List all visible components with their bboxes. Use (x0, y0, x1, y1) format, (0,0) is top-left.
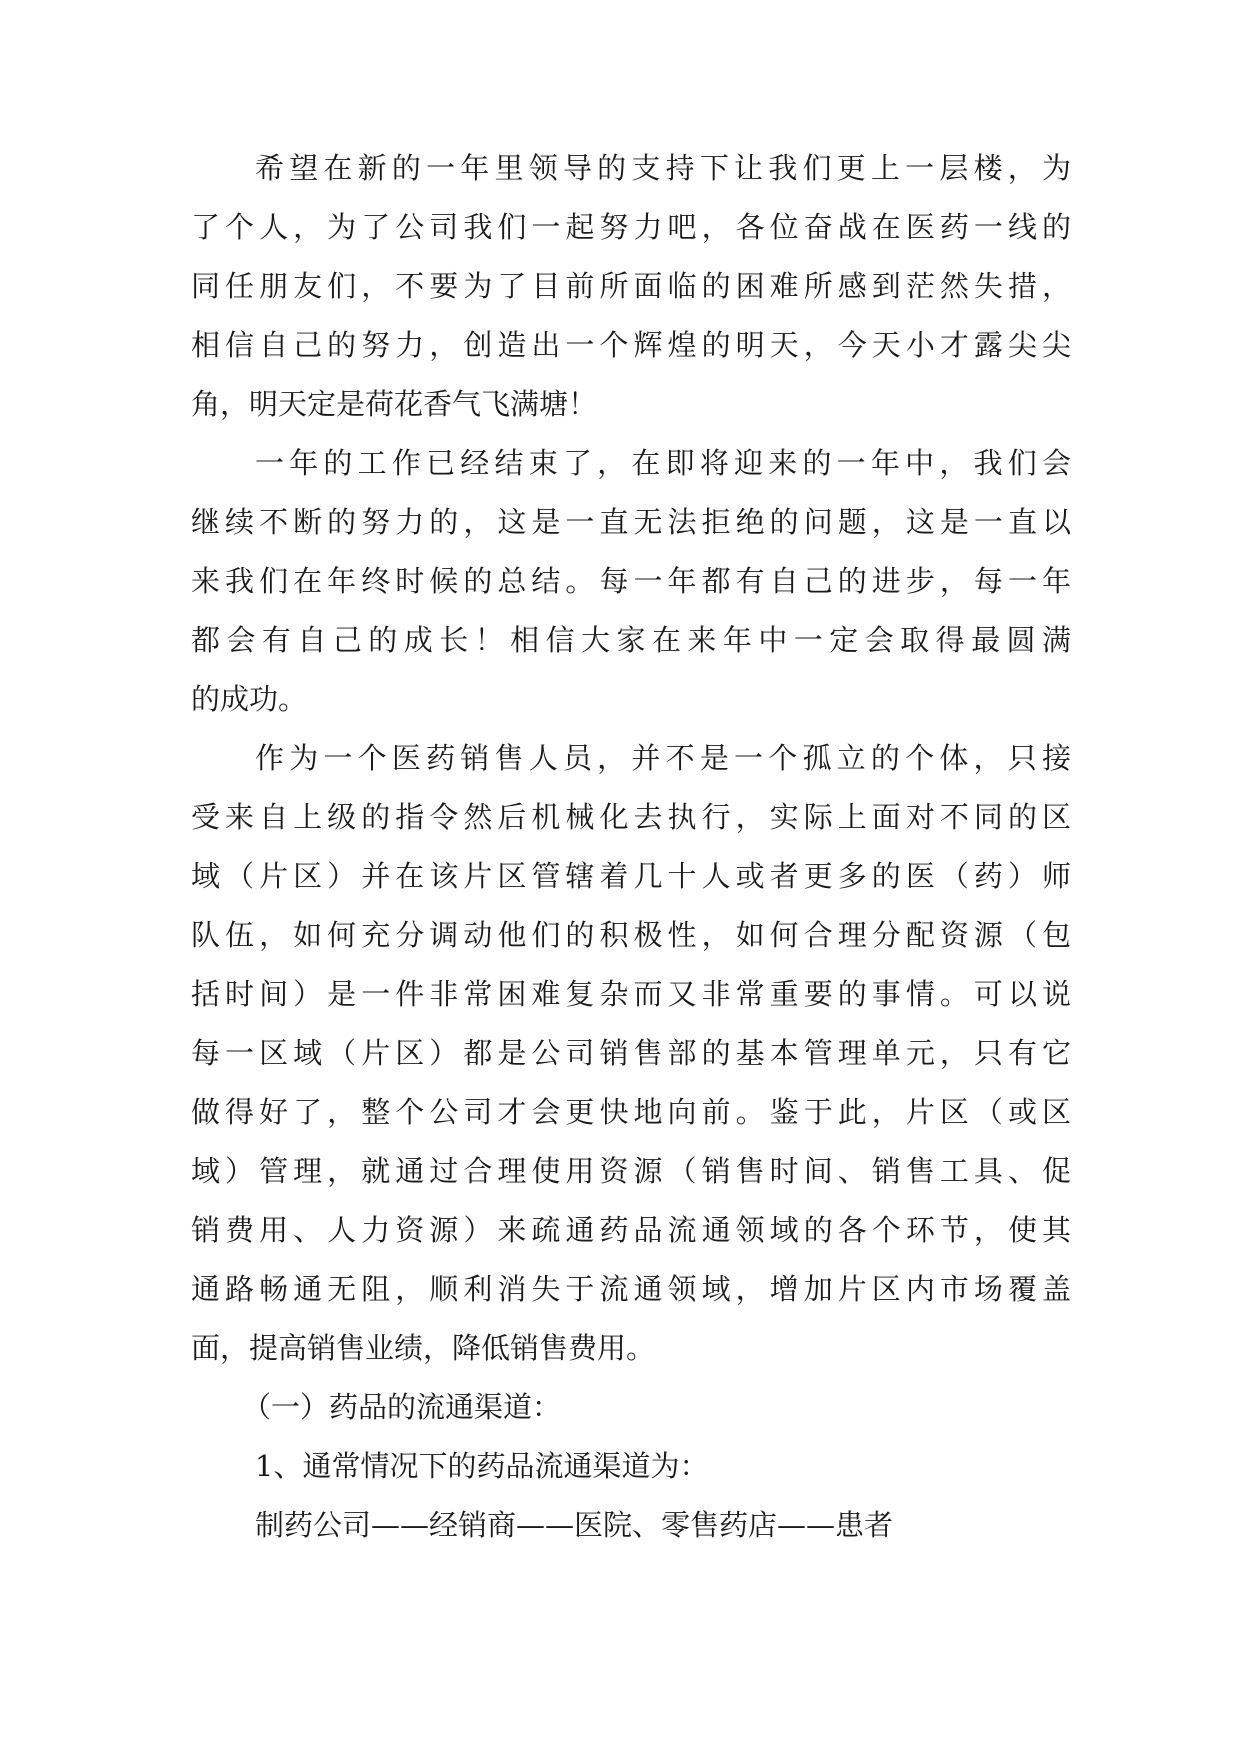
paragraph-3-line-10: 通路畅通无阻，顺利消失于流通领域，增加片区内市场覆盖 (191, 1272, 1071, 1306)
paragraph-2-line-4: 都会有自己的成长！相信大家在来年中一定会取得最圆满 (191, 623, 1071, 657)
paragraph-3-line-11: 面，提高销售业绩，降低销售费用。 (191, 1331, 656, 1365)
paragraph-3-line-7: 做得好了，整个公司才会更快地向前。鉴于此，片区（或区 (191, 1095, 1071, 1129)
paragraph-3-line-3: 域（片区）并在该片区管辖着几十人或者更多的医（药）师 (191, 859, 1071, 893)
paragraph-2-line-5: 的成功。 (191, 682, 308, 716)
paragraph-3-line-2: 受来自上级的指令然后机械化去执行，实际上面对不同的区 (191, 800, 1071, 834)
distribution-chain: 制药公司——经销商——医院、零售药店——患者 (255, 1508, 894, 1542)
paragraph-1-line-3: 同任朋友们，不要为了目前所面临的困难所感到茫然失措， (191, 269, 1071, 303)
paragraph-3-line-6: 每一区域（片区）都是公司销售部的基本管理单元，只有它 (191, 1036, 1071, 1070)
paragraph-3-line-5: 括时间）是一件非常困难复杂而又非常重要的事情。可以说 (191, 977, 1071, 1011)
subsection-heading: 1、通常情况下的药品流通渠道为： (255, 1449, 709, 1483)
paragraph-3-line-1: 作为一个医药销售人员，并不是一个孤立的个体，只接 (255, 741, 1071, 775)
paragraph-3-line-4: 队伍，如何充分调动他们的积极性，如何合理分配资源（包 (191, 918, 1071, 952)
paragraph-1-line-1: 希望在新的一年里领导的支持下让我们更上一层楼，为 (255, 151, 1071, 185)
paragraph-1-line-4: 相信自己的努力，创造出一个辉煌的明天，今天小才露尖尖 (191, 328, 1071, 362)
paragraph-3-line-8: 域）管理，就通过合理使用资源（销售时间、销售工具、促 (191, 1154, 1071, 1188)
paragraph-1-line-2: 了个人，为了公司我们一起努力吧，各位奋战在医药一线的 (191, 210, 1071, 244)
paragraph-2-line-2: 继续不断的努力的，这是一直无法拒绝的问题，这是一直以 (191, 505, 1071, 539)
paragraph-1-line-5: 角，明天定是荷花香气飞满塘！ (191, 387, 598, 421)
paragraph-2-line-3: 来我们在年终时候的总结。每一年都有自己的进步，每一年 (191, 564, 1071, 598)
paragraph-3-line-9: 销费用、人力资源）来疏通药品流通领域的各个环节，使其 (191, 1213, 1071, 1247)
section-heading: （一）药品的流通渠道： (242, 1390, 562, 1424)
paragraph-2-line-1: 一年的工作已经结束了，在即将迎来的一年中，我们会 (255, 446, 1071, 480)
